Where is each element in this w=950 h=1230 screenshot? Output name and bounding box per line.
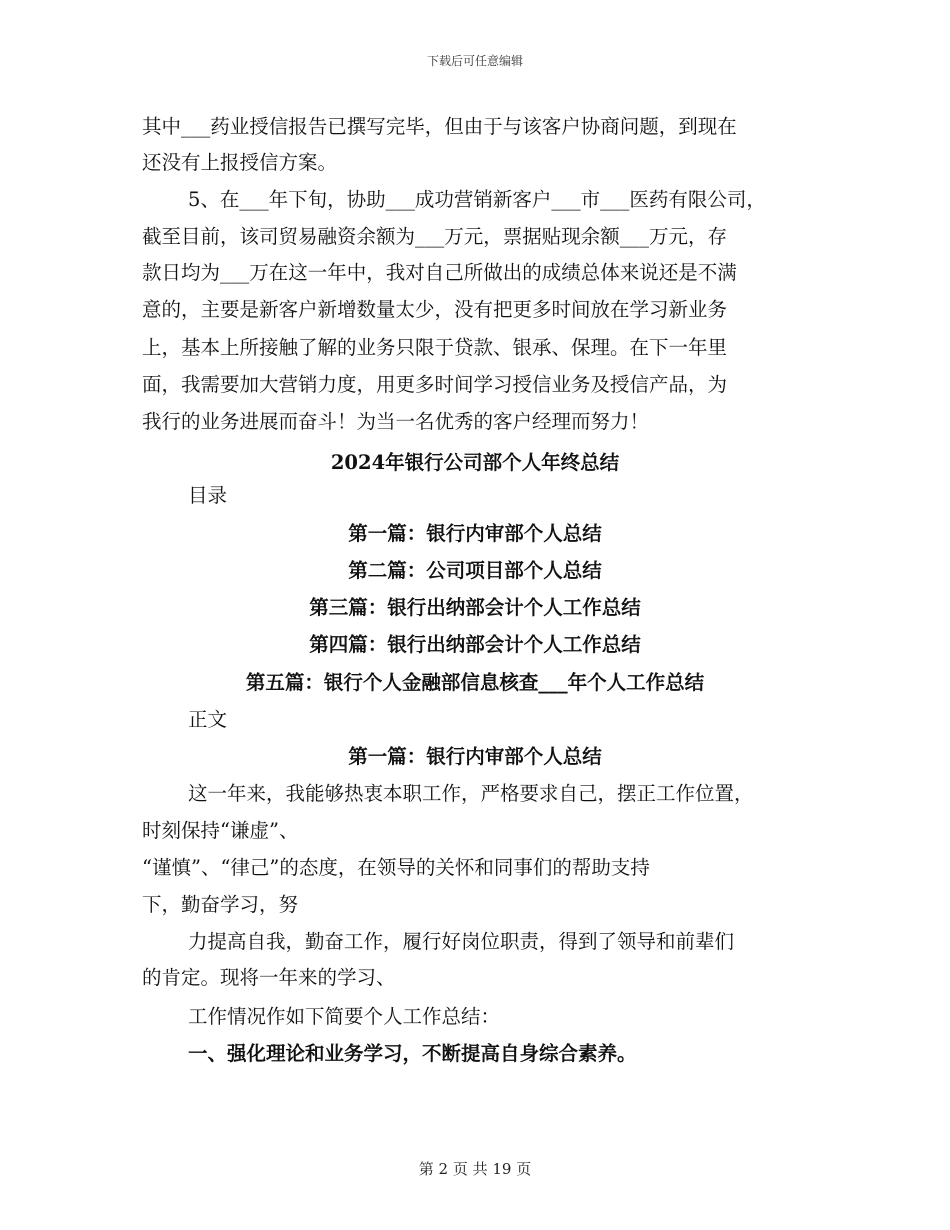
- body-line: 这一年来，我能够热衷本职工作，严格要求自己，摆正工作位置，: [188, 782, 754, 805]
- body-line: 其中___药业授信报告已撰写完毕，但由于与该客户协商问题，到现在: [142, 115, 737, 138]
- body-line: 的肯定。现将一年来的学习、: [142, 966, 396, 989]
- body-line: “谨慎”、“律己”的态度，在领导的关怀和同事们的帮助支持: [142, 856, 650, 879]
- document-title: 2024年银行公司部个人年终总结: [330, 451, 620, 474]
- body-line: 款日均为___万在这一年中，我对自己所做出的成绩总体来说还是不满: [142, 261, 737, 284]
- body-line: 5、在___年下旬，协助___成功营销新客户___市___医药有限公司，: [188, 188, 766, 211]
- toc-item: 第三篇：银行出纳部会计个人工作总结: [309, 596, 641, 619]
- section-title: 第一篇：银行内审部个人总结: [348, 745, 602, 768]
- body-line: 还没有上报授信方案。: [142, 151, 338, 174]
- toc-item: 第二篇：公司项目部个人总结: [348, 559, 602, 582]
- body-heading: 正文: [188, 708, 228, 731]
- toc-item: 第四篇：银行出纳部会计个人工作总结: [309, 633, 641, 656]
- body-line: 截至目前，该司贸易融资余额为___万元，票据贴现余额___万元，存: [142, 225, 728, 248]
- toc-item: 第一篇：银行内审部个人总结: [348, 522, 602, 545]
- page-header: 下载后可任意编辑: [426, 54, 523, 68]
- body-line: 力提高自我，勤奋工作，履行好岗位职责，得到了领导和前辈们: [188, 930, 735, 953]
- toc-heading: 目录: [188, 484, 228, 507]
- body-line: 上，基本上所接触了解的业务只限于贷款、银承、保理。在下一年里: [142, 336, 728, 359]
- body-line: 工作情况作如下简要个人工作总结：: [188, 1005, 501, 1028]
- body-line: 面，我需要加大营销力度，用更多时间学习授信业务及授信产品，为: [142, 373, 728, 396]
- page-footer: 第 2 页 共 19 页: [418, 1160, 532, 1178]
- body-line: 我行的业务进展而奋斗！为当一名优秀的客户经理而努力！: [142, 410, 650, 433]
- subsection-heading: 一、强化理论和业务学习，不断提高自身综合素养。: [188, 1042, 637, 1065]
- body-line: 时刻保持“谦虚”、: [142, 819, 299, 842]
- toc-item: 第五篇：银行个人金融部信息核查___年个人工作总结: [245, 671, 705, 694]
- body-line: 意的，主要是新客户新增数量太少，没有把更多时间放在学习新业务: [142, 298, 728, 321]
- body-line: 下，勤奋学习，努: [142, 893, 299, 916]
